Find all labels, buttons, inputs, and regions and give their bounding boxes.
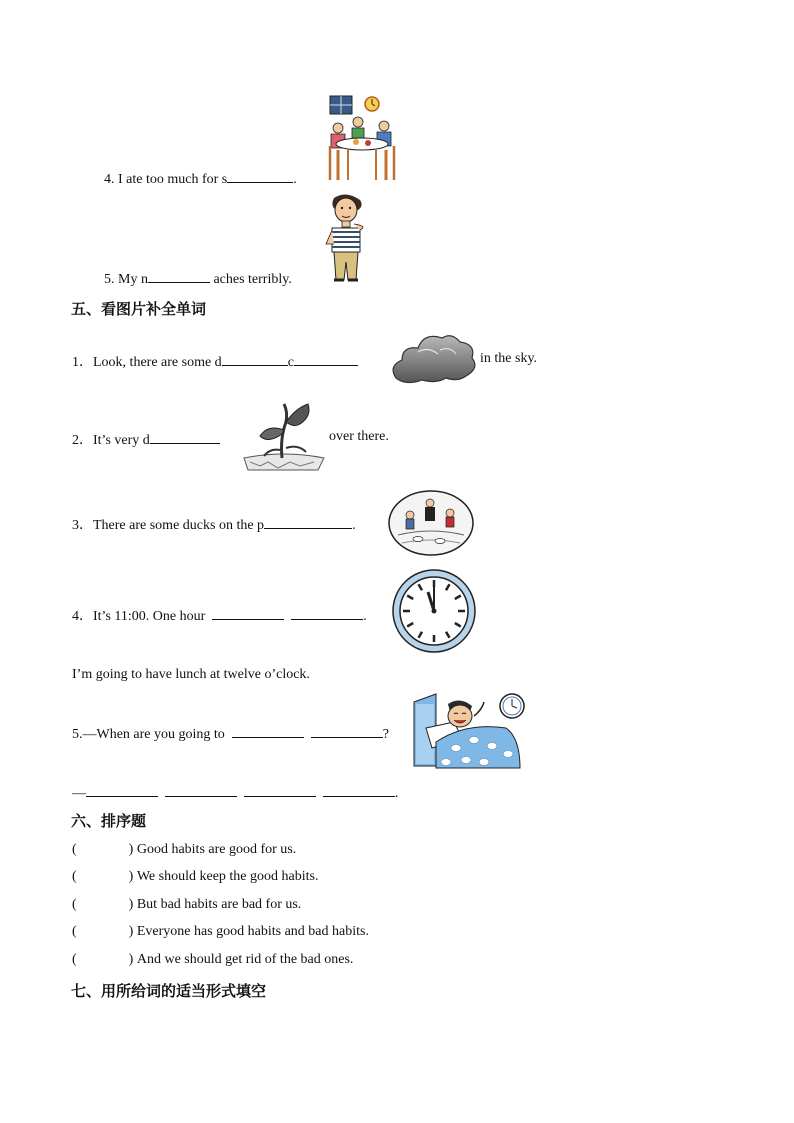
dry-tree-icon xyxy=(242,398,326,472)
wall-clock-icon xyxy=(390,568,478,654)
ordering-item: ( ) Good habits are good for us. xyxy=(72,842,297,857)
family-dinner-icon xyxy=(326,94,400,184)
question-5-4-note: I’m going to have lunch at twelve o’clock. xyxy=(72,667,310,682)
answer-blank[interactable] xyxy=(311,725,383,738)
question-text: — xyxy=(72,786,86,801)
ordering-text: We should keep the good habits. xyxy=(136,869,319,884)
answer-blank[interactable] xyxy=(323,784,395,797)
question-text: aches terribly. xyxy=(209,272,292,287)
question-text: 2．It’s very d xyxy=(72,433,150,448)
question-5-line xyxy=(104,270,292,288)
section-6-title: 六、排序题 xyxy=(71,812,147,830)
question-5-2-line xyxy=(72,429,220,449)
question-text: . xyxy=(395,786,399,801)
question-5-5-line xyxy=(72,725,389,743)
question-5-1-line xyxy=(72,351,358,371)
answer-blank[interactable] xyxy=(264,516,352,529)
question-text: ? xyxy=(382,727,390,742)
answer-blank[interactable] xyxy=(165,784,237,797)
answer-blank[interactable] xyxy=(150,431,220,444)
question-text: 4. I ate too much for s xyxy=(104,172,228,187)
ordering-text: Good habits are good for us. xyxy=(136,842,297,857)
ordering-item: ( ) But bad habits are bad for us. xyxy=(72,897,302,912)
ordering-item: ( ) And we should get rid of the bad ones. xyxy=(72,952,354,967)
boy-in-bed-icon xyxy=(412,692,528,774)
question-text: c xyxy=(287,355,294,370)
question-5-3-line xyxy=(72,514,356,534)
ordering-text: And we should get rid of the bad ones. xyxy=(136,952,354,967)
ordering-text: But bad habits are bad for us. xyxy=(136,897,302,912)
question-text: 3．There are some ducks on the p xyxy=(72,518,265,533)
question-text: 4．It’s 11:00. One hour xyxy=(72,609,206,624)
answer-blank[interactable] xyxy=(212,607,284,620)
question-5-2-tail: over there. xyxy=(329,429,389,444)
question-text: 1．Look, there are some d xyxy=(72,355,222,370)
answer-blank[interactable] xyxy=(244,784,316,797)
answer-blank[interactable] xyxy=(148,270,210,283)
answer-blank[interactable] xyxy=(222,353,288,366)
question-text: 5. My n xyxy=(104,272,148,287)
answer-blank[interactable] xyxy=(227,170,293,183)
answer-blank[interactable] xyxy=(232,725,304,738)
question-text: . xyxy=(352,518,356,533)
question-text: . xyxy=(363,609,367,624)
question-5-5-answer xyxy=(72,784,399,802)
dark-cloud-icon xyxy=(388,330,478,388)
question-5-4-line xyxy=(72,605,367,625)
answer-blank[interactable] xyxy=(291,607,363,620)
ordering-item: ( ) Everyone has good habits and bad habits. xyxy=(72,924,369,939)
section-5-title: 五、看图片补全单词 xyxy=(71,300,207,318)
boy-neck-icon xyxy=(320,192,368,284)
answer-blank[interactable] xyxy=(86,784,158,797)
answer-blank[interactable] xyxy=(294,353,358,366)
ordering-text: Everyone has good habits and bad habits. xyxy=(136,924,369,939)
section-7-title: 七、用所给词的适当形式填空 xyxy=(71,982,267,1000)
pond-scene-icon xyxy=(388,489,474,557)
ordering-item: ( ) We should keep the good habits. xyxy=(72,869,319,884)
question-5-1-tail: in the sky. xyxy=(480,351,538,366)
question-4-line xyxy=(104,170,297,188)
question-text: . xyxy=(293,172,297,187)
question-text: 5.—When are you going to xyxy=(72,727,225,742)
